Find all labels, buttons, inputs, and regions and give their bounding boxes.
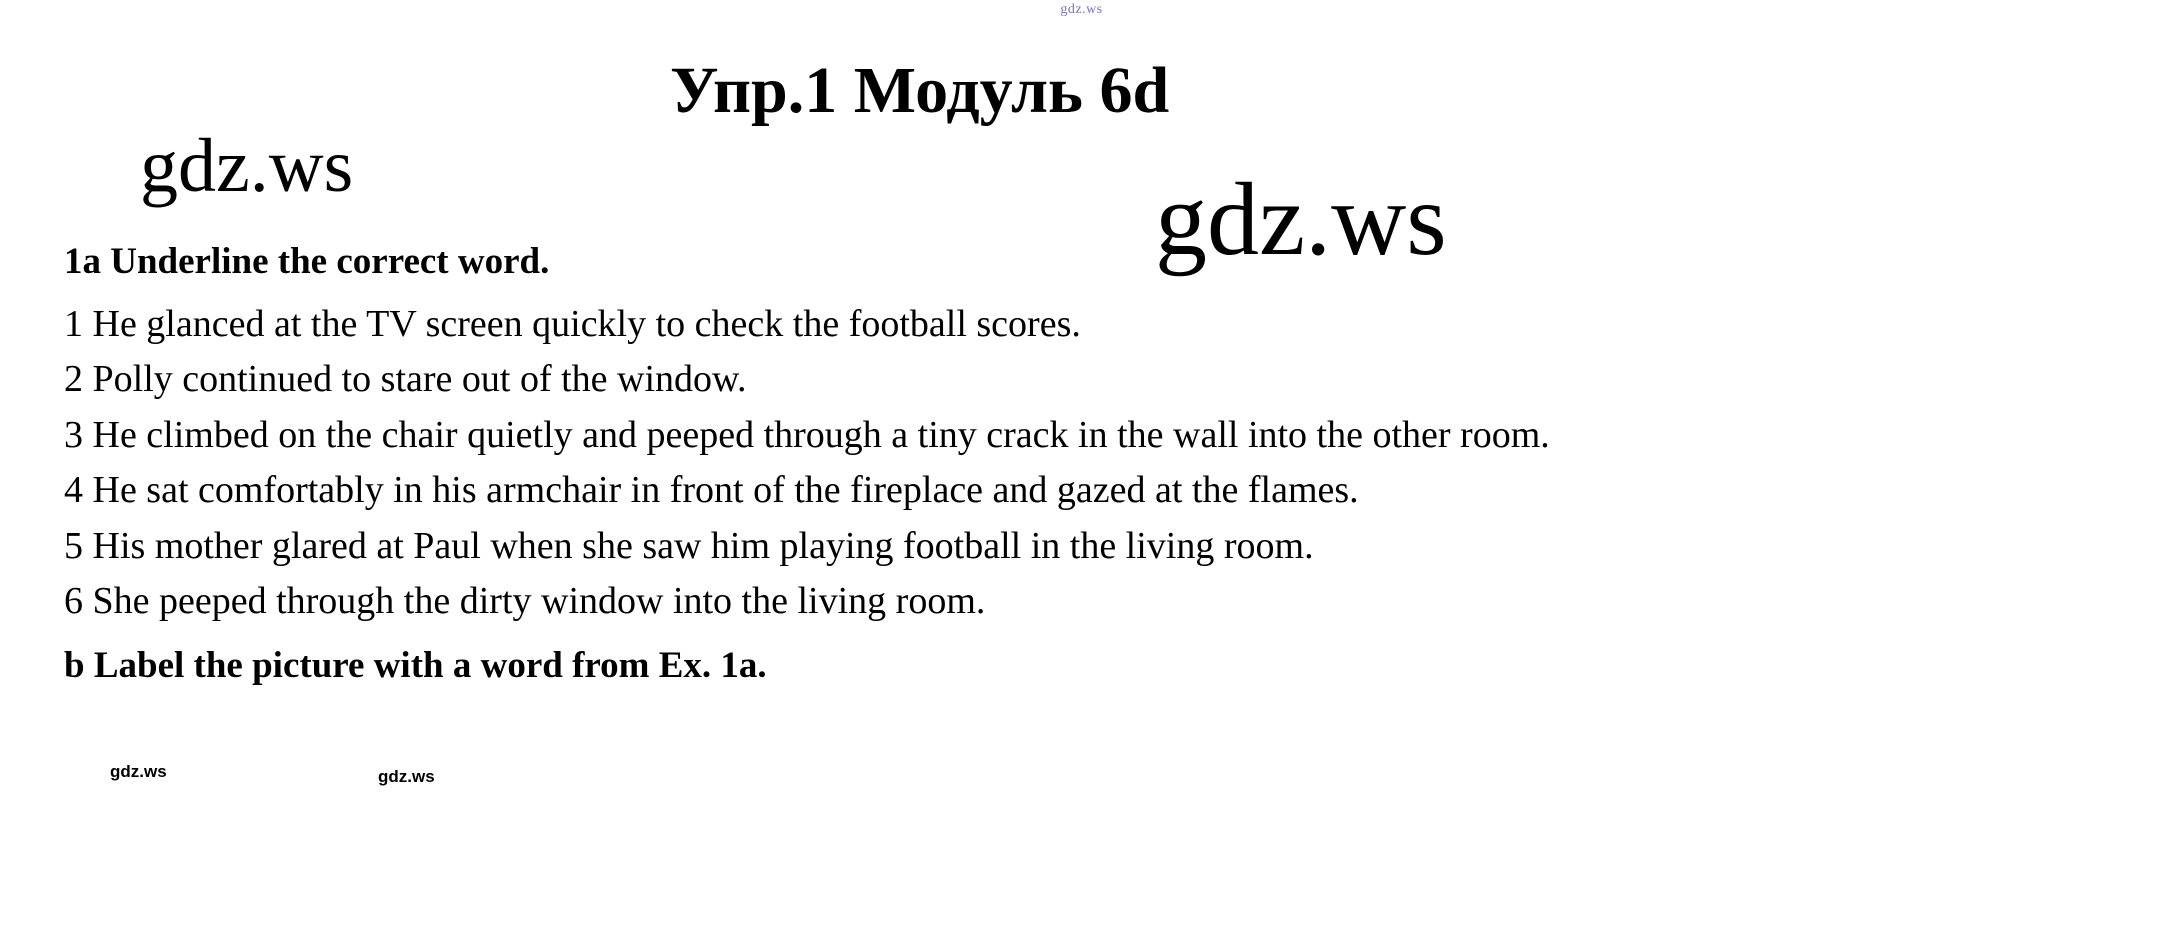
watermark-large-right-icon: gdz.ws xyxy=(1155,162,1447,277)
watermark-small-left-icon: gdz.ws xyxy=(110,762,167,781)
task-a-item-2: 2 Polly continued to stare out of the window. xyxy=(64,358,747,401)
watermark-small-mid-icon: gdz.ws xyxy=(378,767,435,786)
task-b-heading: b Label the picture with a word from Ex. 1a. xyxy=(64,645,767,687)
task-a-item-1: 1 He glanced at the TV screen quickly to check the football scores. xyxy=(64,303,1081,346)
task-a-item-6: 6 She peeped through the dirty window into the living room. xyxy=(64,580,986,623)
task-a-heading: 1a Underline the correct word. xyxy=(64,241,550,282)
task-a-item-3: 3 He climbed on the chair quietly and peeped through a tiny crack in the wall into the other room. xyxy=(64,413,1550,456)
watermark-large-left-icon: gdz.ws xyxy=(140,124,354,208)
watermark-top-icon: gdz.ws xyxy=(1060,2,1103,17)
task-a-item-5: 5 His mother glared at Paul when she saw him playing football in the living room. xyxy=(64,524,1314,567)
exercise-content xyxy=(64,238,2124,691)
task-a-item-4: 4 He sat comfortably in his armchair in front of the fireplace and gazed at the flames. xyxy=(64,469,1359,512)
page-title: Упр.1 Модуль 6d xyxy=(670,54,1170,127)
